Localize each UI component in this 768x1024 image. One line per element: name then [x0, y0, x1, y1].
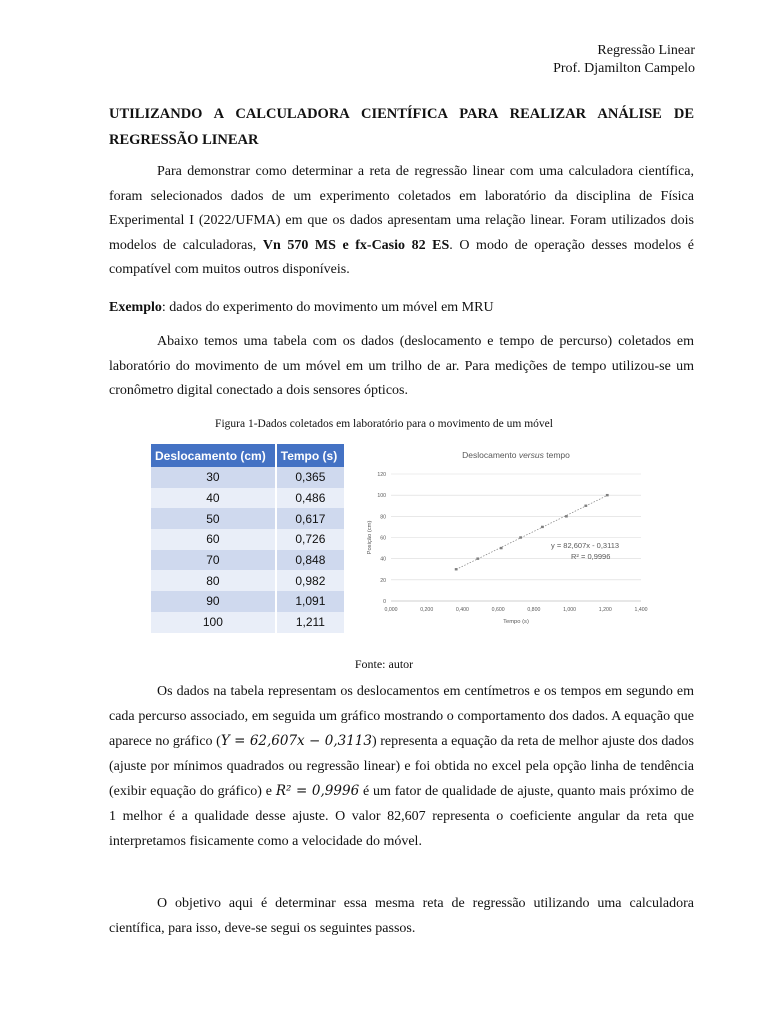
time-cell: 0,365	[276, 467, 344, 488]
table-row	[151, 612, 344, 633]
table-row	[151, 467, 344, 488]
displacement-cell: 50	[151, 508, 276, 529]
displacement-cell: 30	[151, 467, 276, 488]
analysis-text-3: é um fator de qualidade de ajuste, quanto mais próximo de 1 melhor é a qualidade desse ajuste. O valor 82,607 representa o coeficiente angular da reta que interpretamos fisicamente como a velocidade do móvel.	[109, 784, 694, 849]
analysis-text-1: Os dados na tabela representam os deslocamentos em centímetros e os tempos em segundo em cada percurso associado, em seguida um gráfico mostrando o comportamento dos dados. A equação que aparece no gráfico (	[109, 684, 694, 750]
header-author: Prof. Djamilton Campelo	[553, 61, 695, 76]
time-cell: 0,617	[276, 508, 344, 529]
time-cell: 0,982	[276, 570, 344, 591]
x-tick-label: 0,800	[527, 607, 541, 613]
example-label: Exemplo	[109, 300, 162, 315]
x-tick-label: 0,400	[455, 607, 469, 613]
document-title: UTILIZANDO A CALCULADORA CIENTÍFICA PARA REALIZAR ANÁLISE DE REGRESSÃO LINEAR	[109, 106, 694, 148]
data-point	[541, 526, 544, 528]
header-time: Tempo (s)	[276, 444, 344, 467]
chart-title: Deslocamento versus tempo	[462, 450, 570, 460]
displacement-cell: 70	[151, 550, 276, 571]
table-row	[151, 570, 344, 591]
regression-equation: Y = 62,607x − 0,3113	[220, 733, 372, 750]
figure-source: Fonte: autor	[354, 657, 414, 671]
table-row	[151, 550, 344, 571]
example-text: : dados do experimento do movimento um móvel em MRU	[161, 300, 494, 315]
displacement-time-chart	[357, 444, 657, 634]
figure-caption: Figura 1-Dados coletados em laboratório para o movimento de um móvel	[215, 418, 553, 430]
y-tick-label: 40	[380, 556, 386, 563]
x-tick-label: 1,200	[598, 607, 612, 613]
y-tick-label: 80	[380, 514, 386, 521]
data-point	[565, 515, 568, 517]
displacement-cell: 80	[151, 570, 276, 591]
displacement-cell: 40	[151, 488, 276, 509]
intro-text-after: . O modo de operação desses modelos é compatível com muitos outros disponíveis.	[109, 237, 694, 278]
r-squared-value: R² = 0,9996	[275, 783, 360, 800]
data-point	[455, 568, 458, 570]
calculator-models: Vn 570 MS e fx-Casio 82 ES	[262, 237, 450, 253]
header-subject: Regressão Linear	[597, 43, 695, 58]
time-cell: 0,486	[276, 488, 344, 509]
table-row	[151, 488, 344, 509]
table-intro-paragraph: Abaixo temos uma tabela com os dados (deslocamento e tempo de percurso) coletados em laboratório do movimento de um móvel em um trilho de ar. Para medições de tempo utilizou-se um cronômetro digital conectado a dois sensores ópticos.	[109, 334, 694, 399]
x-axis-label: Tempo (s)	[503, 619, 529, 625]
data-table	[151, 444, 344, 633]
time-cell: 1,091	[276, 591, 344, 612]
header-displacement: Deslocamento (cm)	[151, 444, 276, 467]
data-point	[476, 557, 479, 559]
y-axis-label: Posição (cm)	[367, 520, 373, 555]
data-point	[584, 505, 587, 507]
data-point	[500, 547, 503, 549]
x-tick-label: 0,000	[384, 607, 398, 613]
displacement-cell: 100	[151, 612, 276, 633]
time-cell: 0,726	[276, 529, 344, 550]
displacement-cell: 60	[151, 529, 276, 550]
y-tick-label: 120	[377, 472, 386, 478]
page-header	[553, 42, 695, 78]
table-row	[151, 508, 344, 529]
y-tick-label: 0	[383, 599, 386, 605]
time-cell: 1,211	[276, 612, 344, 633]
x-tick-label: 0,600	[491, 607, 505, 613]
example-paragraph	[109, 296, 694, 321]
data-point	[606, 494, 609, 496]
analysis-paragraph	[109, 680, 694, 854]
displacement-cell: 90	[151, 591, 276, 612]
x-tick-label: 1,400	[634, 607, 648, 613]
y-tick-label: 20	[380, 577, 386, 584]
x-tick-label: 0,200	[420, 607, 434, 613]
time-cell: 0,848	[276, 550, 344, 571]
table-header-row	[151, 444, 344, 467]
intro-paragraph	[109, 160, 694, 283]
y-tick-label: 60	[380, 535, 386, 542]
analysis-text-2: ) representa a equação da reta de melhor ajuste dos dados (ajuste por mínimos quadrados ou regressão linear) e foi obtida no excel pela opção linha de tendência (exibir equação do gráfico) e	[109, 734, 695, 800]
final-paragraph: O objetivo aqui é determinar essa mesma reta de regressão utilizando uma calculadora científica, para isso, deve-se segui os seguintes passos.	[109, 896, 694, 936]
table-row	[151, 529, 344, 550]
intro-text-before: Para demonstrar como determinar a reta de regressão linear com uma calculadora científica, foram selecionados dados de um experimento coletados em laboratório da disciplina de Física Experimental I (2022/UFMA) em que os dados apresentam uma relação linear. Foram utilizados dois modelos de calculadoras,	[109, 164, 694, 253]
data-point	[519, 536, 522, 538]
table-row	[151, 591, 344, 612]
x-tick-label: 1,000	[563, 607, 577, 613]
y-tick-label: 100	[377, 493, 386, 500]
trendline-equation: y = 82,607x - 0,3113	[551, 541, 620, 550]
r-squared-label: R² = 0,9996	[571, 552, 611, 561]
